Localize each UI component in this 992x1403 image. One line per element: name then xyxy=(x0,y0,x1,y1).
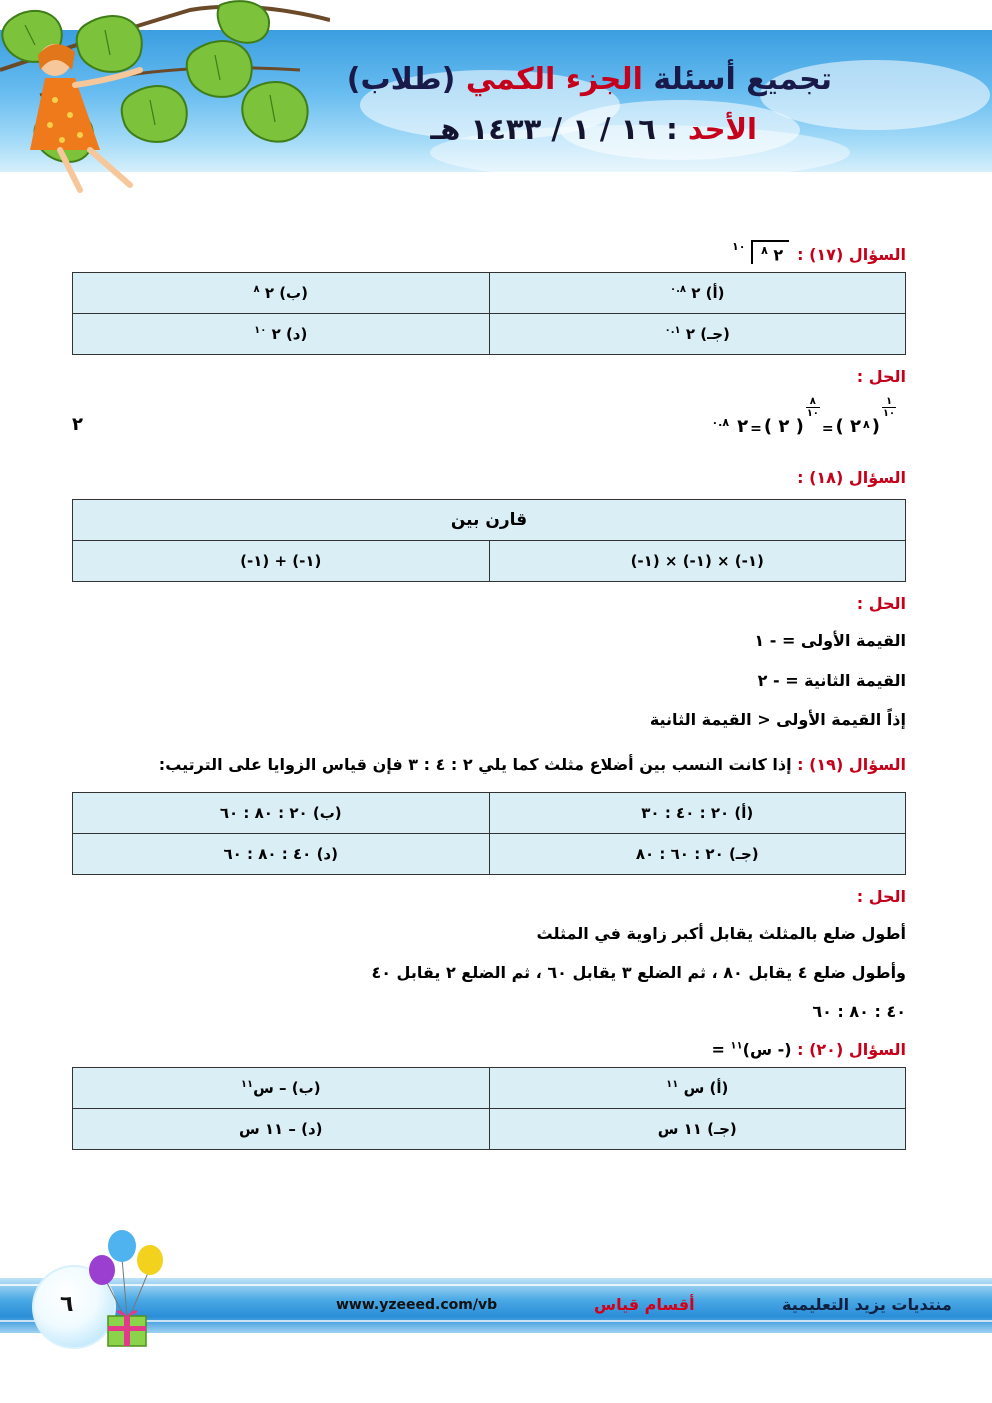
page-date xyxy=(430,112,757,146)
q18-compare-table xyxy=(72,499,906,582)
sol-paren1-open: ( ٢ xyxy=(835,416,862,438)
q17-line xyxy=(72,234,906,264)
q19-label: السؤال (١٩) : xyxy=(797,754,906,774)
title-part2: الجزء الكمي xyxy=(465,62,643,97)
q18-solution-line3: إذاً القيمة الأولى < القيمة الثانية xyxy=(649,709,906,729)
page-number: ٦ xyxy=(60,1292,74,1317)
q18-solution-label: الحل : xyxy=(856,594,906,614)
q17-option-a-sup: ٠.٨ xyxy=(670,284,687,296)
q20-option-a[interactable] xyxy=(489,1067,906,1108)
sol-frac1-num: ١ xyxy=(885,396,893,408)
q18-second-expression[interactable] xyxy=(73,541,490,582)
q17-power: ٨ xyxy=(761,244,768,257)
title-part1: تجميع أسئلة xyxy=(642,62,832,97)
footer-url-link[interactable]: www.yzeeed.com/vb xyxy=(336,1297,498,1313)
q19-solution-line3: ٤٠ : ٨٠ : ٦٠ xyxy=(812,1002,906,1022)
balloons-gift-icon xyxy=(82,1228,172,1353)
sol-result-sup: ٠.٨ xyxy=(711,416,730,430)
q20-label: السؤال (٢٠) : xyxy=(797,1039,906,1059)
q17-label: السؤال (١٧) : xyxy=(797,245,906,265)
q20-option-b-sup: ١١ xyxy=(240,1078,254,1090)
q18-line xyxy=(72,468,906,487)
sol-result-base: ٢ xyxy=(72,414,83,436)
q18-compare-header: قارن بين xyxy=(73,500,906,541)
date-value: : ١٦ / ١ / ١٤٣٣ هـ xyxy=(430,112,688,146)
q17-solution-equation xyxy=(72,396,896,454)
q17-solution-label: الحل : xyxy=(856,367,906,387)
q17-option-c-text: (جـ) ٢ xyxy=(680,325,730,344)
q17-option-d-text: (د) ٢ xyxy=(266,325,308,344)
sol-sup8: ٨ xyxy=(863,418,870,432)
q20-options-table xyxy=(72,1067,906,1150)
q20-option-c[interactable]: (جـ) ١١ س xyxy=(489,1108,906,1149)
q18-solution-line2: القيمة الثانية = - ٢ xyxy=(757,670,906,690)
q20-option-a-sup: ١١ xyxy=(666,1078,679,1090)
q19-solution-line2: وأطول ضلع ٤ يقابل ٨٠ ، ثم الضلع ٣ يقابل ٦٠ ، ثم الضلع ٢ يقابل ٤٠ xyxy=(371,963,906,983)
sol-paren2: ( ٢ ) xyxy=(763,416,804,438)
q19-options-table xyxy=(72,792,906,875)
q17-option-a-text: (أ) ٢ xyxy=(686,284,725,303)
sol-frac2 xyxy=(806,396,820,419)
q17-option-b-sup: ٨ xyxy=(253,284,260,296)
q20-option-a-text: (أ) س xyxy=(678,1078,729,1097)
q20-expr-sup: ١١ xyxy=(730,1040,743,1052)
q17-option-a[interactable] xyxy=(489,273,906,314)
q20-option-b-text: (ب) – س xyxy=(253,1078,321,1097)
q17-radical xyxy=(732,234,789,264)
footer-site-name: منتديات يزيد التعليمية xyxy=(782,1295,952,1314)
date-label: الأحد xyxy=(687,112,757,146)
q19-option-b[interactable]: (ب) ٢٠ : ٨٠ : ٦٠ xyxy=(73,793,490,834)
title-part3: (طلاب) xyxy=(346,62,466,97)
q19-text: إذا كانت النسب بين أضلاع مثلث كما يلي ٢ : ٤ : ٣ فإن قياس الزوايا على الترتيب: xyxy=(158,754,798,774)
q18-first-expression[interactable] xyxy=(489,541,906,582)
sol-base: ٢ xyxy=(737,416,749,438)
q20-option-d[interactable]: (د) – ١١ س xyxy=(73,1108,490,1149)
q18-label: السؤال (١٨) : xyxy=(797,468,906,488)
q19-line xyxy=(80,747,906,782)
q17-option-c[interactable] xyxy=(489,314,906,355)
q17-option-d-sup: ١٠ xyxy=(254,325,267,337)
q19-option-c[interactable]: (جـ) ٢٠ : ٦٠ : ٨٠ xyxy=(489,834,906,875)
q20-line xyxy=(72,1040,906,1059)
leaves-and-girl-illustration xyxy=(0,0,330,195)
q17-option-d[interactable] xyxy=(73,314,490,355)
sol-eq1: = xyxy=(821,421,834,438)
q17-options-table xyxy=(72,272,906,355)
q17-option-b[interactable] xyxy=(73,273,490,314)
q18-second-expression-text: (-١) + (-١) xyxy=(240,552,322,571)
q19-solution-label: الحل : xyxy=(856,887,906,907)
content-area xyxy=(72,228,906,1150)
q19-option-a[interactable]: (أ) ٢٠ : ٤٠ : ٣٠ xyxy=(489,793,906,834)
sol-frac2-den: ١٠ xyxy=(806,408,819,420)
sol-frac1-den: ١٠ xyxy=(882,408,896,420)
q17-option-c-sup: ٠.١ xyxy=(664,325,681,337)
q18-first-expression-text: (-١) × (-١) × (-١) xyxy=(630,552,764,571)
q17-index: ١٠ xyxy=(732,240,746,253)
q20-expr: (- س) xyxy=(742,1039,798,1059)
page-title xyxy=(347,62,832,97)
q19-solution-line1: أطول ضلع بالمثلث يقابل أكبر زاوية في المثلث xyxy=(536,924,906,944)
sol-frac1 xyxy=(882,396,896,419)
sol-eq2: = xyxy=(750,421,762,438)
q20-expr-eq: = xyxy=(711,1039,731,1059)
sol-frac2-num: ٨ xyxy=(809,396,816,408)
q17-option-b-text: (ب) ٢ xyxy=(259,284,308,303)
footer-section: أقسام قياس xyxy=(594,1295,695,1314)
q17-base: ٢ xyxy=(773,245,784,265)
sol-paren1-close: ) xyxy=(871,416,880,438)
q19-option-d[interactable]: (د) ٤٠ : ٨٠ : ٦٠ xyxy=(73,834,490,875)
q18-solution-line1: القيمة الأولى = - ١ xyxy=(754,631,906,651)
q20-option-b[interactable] xyxy=(73,1067,490,1108)
